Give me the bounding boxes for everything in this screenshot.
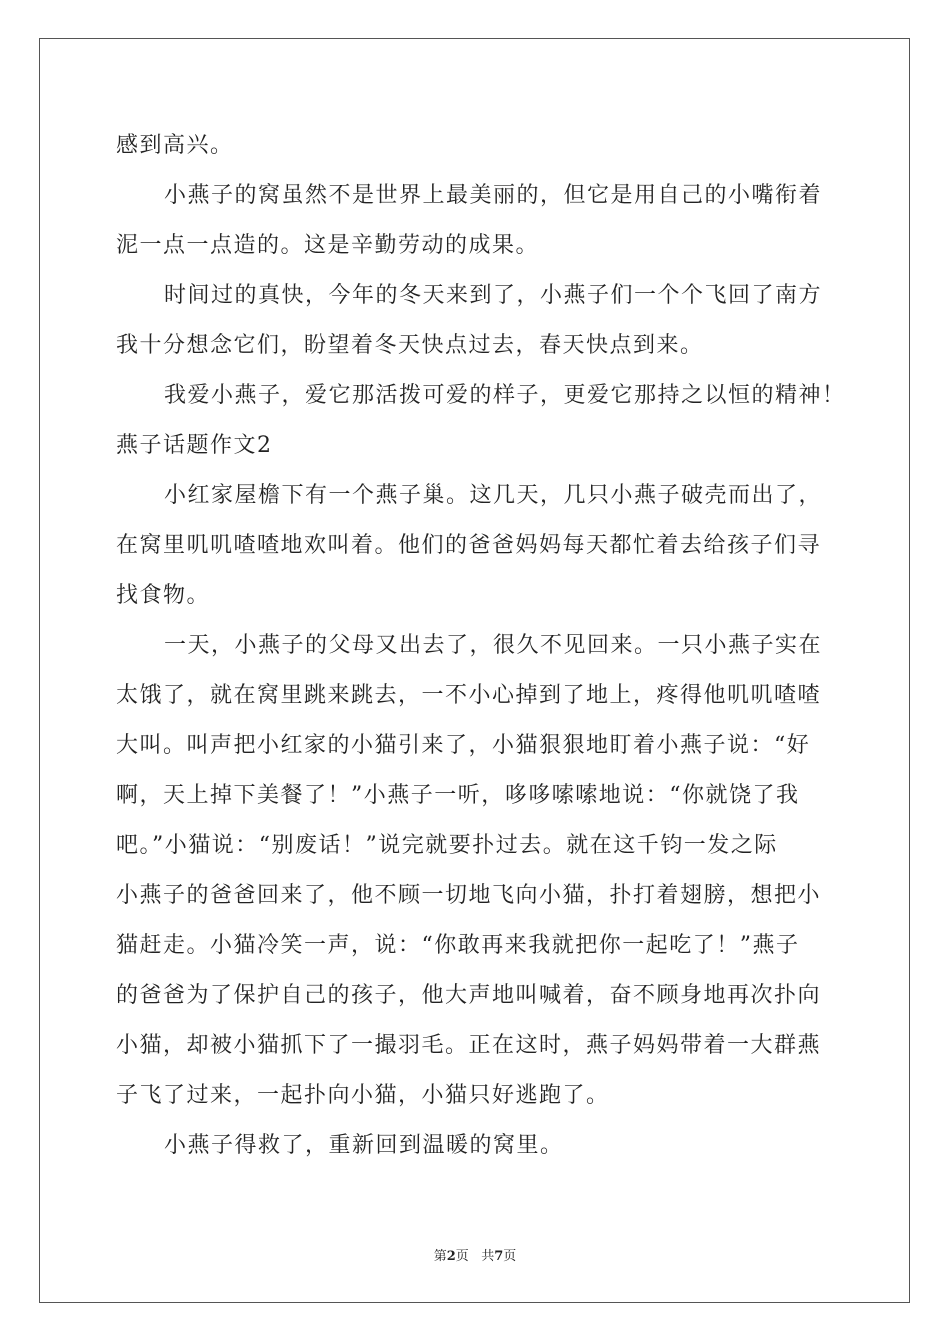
text-line: 泥一点一点造的。这是辛勤劳动的成果。: [116, 233, 540, 258]
text-line: 子飞了过来，一起扑向小猫，小猫只好逃跑了。: [116, 1083, 610, 1108]
page-suffix: 页: [455, 1249, 469, 1264]
section-heading: 燕子话题作文2: [116, 433, 273, 458]
total-suffix: 页: [503, 1249, 517, 1264]
total-pages: 7: [494, 1249, 504, 1264]
text-line: 小燕子得救了，重新回到温暖的窝里。: [164, 1133, 564, 1158]
page-prefix: 第: [433, 1249, 447, 1264]
text-line: 在窝里叽叽喳喳地欢叫着。他们的爸爸妈妈每天都忙着去给孩子们寻: [116, 533, 822, 558]
text-line: 小红家屋檐下有一个燕子巢。这几天，几只小燕子破壳而出了，: [164, 483, 823, 508]
text-line: 小燕子的爸爸回来了，他不顾一切地飞向小猫，扑打着翅膀，想把小: [116, 883, 822, 908]
text-line: 的爸爸为了保护自己的孩子，他大声地叫喊着，奋不顾身地再次扑向: [116, 983, 822, 1008]
text-line: 找食物。: [116, 583, 211, 608]
text-line: 时间过的真快，今年的冬天来到了，小燕子们一个个飞回了南方: [164, 283, 823, 308]
document-body: [116, 121, 846, 1171]
text-line: 吧。”小猫说：“别废话！”说完就要扑过去。就在这千钧一发之际: [116, 833, 778, 858]
text-line: 猫赶走。小猫冷笑一声，说：“你敢再来我就把你一起吃了！”燕子: [116, 933, 800, 958]
total-prefix: 共: [481, 1249, 495, 1264]
text-line: 啊，天上掉下美餐了！”小燕子一听，哆哆嗦嗦地说：“你就饶了我: [116, 783, 800, 808]
text-line: 感到高兴。: [116, 133, 234, 158]
text-line: 一天，小燕子的父母又出去了，很久不见回来。一只小燕子实在: [164, 633, 823, 658]
text-line: 大叫。叫声把小红家的小猫引来了，小猫狠狠地盯着小燕子说：“好: [116, 733, 811, 758]
text-line: 小燕子的窝虽然不是世界上最美丽的，但它是用自己的小嘴衔着: [164, 183, 823, 208]
text-line: 我爱小燕子，爱它那活拨可爱的样子，更爱它那持之以恒的精神！: [164, 383, 846, 408]
text-line: 小猫，却被小猫抓下了一撮羽毛。正在这时，燕子妈妈带着一大群燕: [116, 1033, 822, 1058]
text-line: 太饿了，就在窝里跳来跳去，一不小心掉到了地上，疼得他叽叽喳喳: [116, 683, 822, 708]
text-line: 我十分想念它们，盼望着冬天快点过去，春天快点到来。: [116, 333, 704, 358]
page-footer: [0, 1245, 950, 1264]
page-number: 2: [446, 1249, 456, 1264]
